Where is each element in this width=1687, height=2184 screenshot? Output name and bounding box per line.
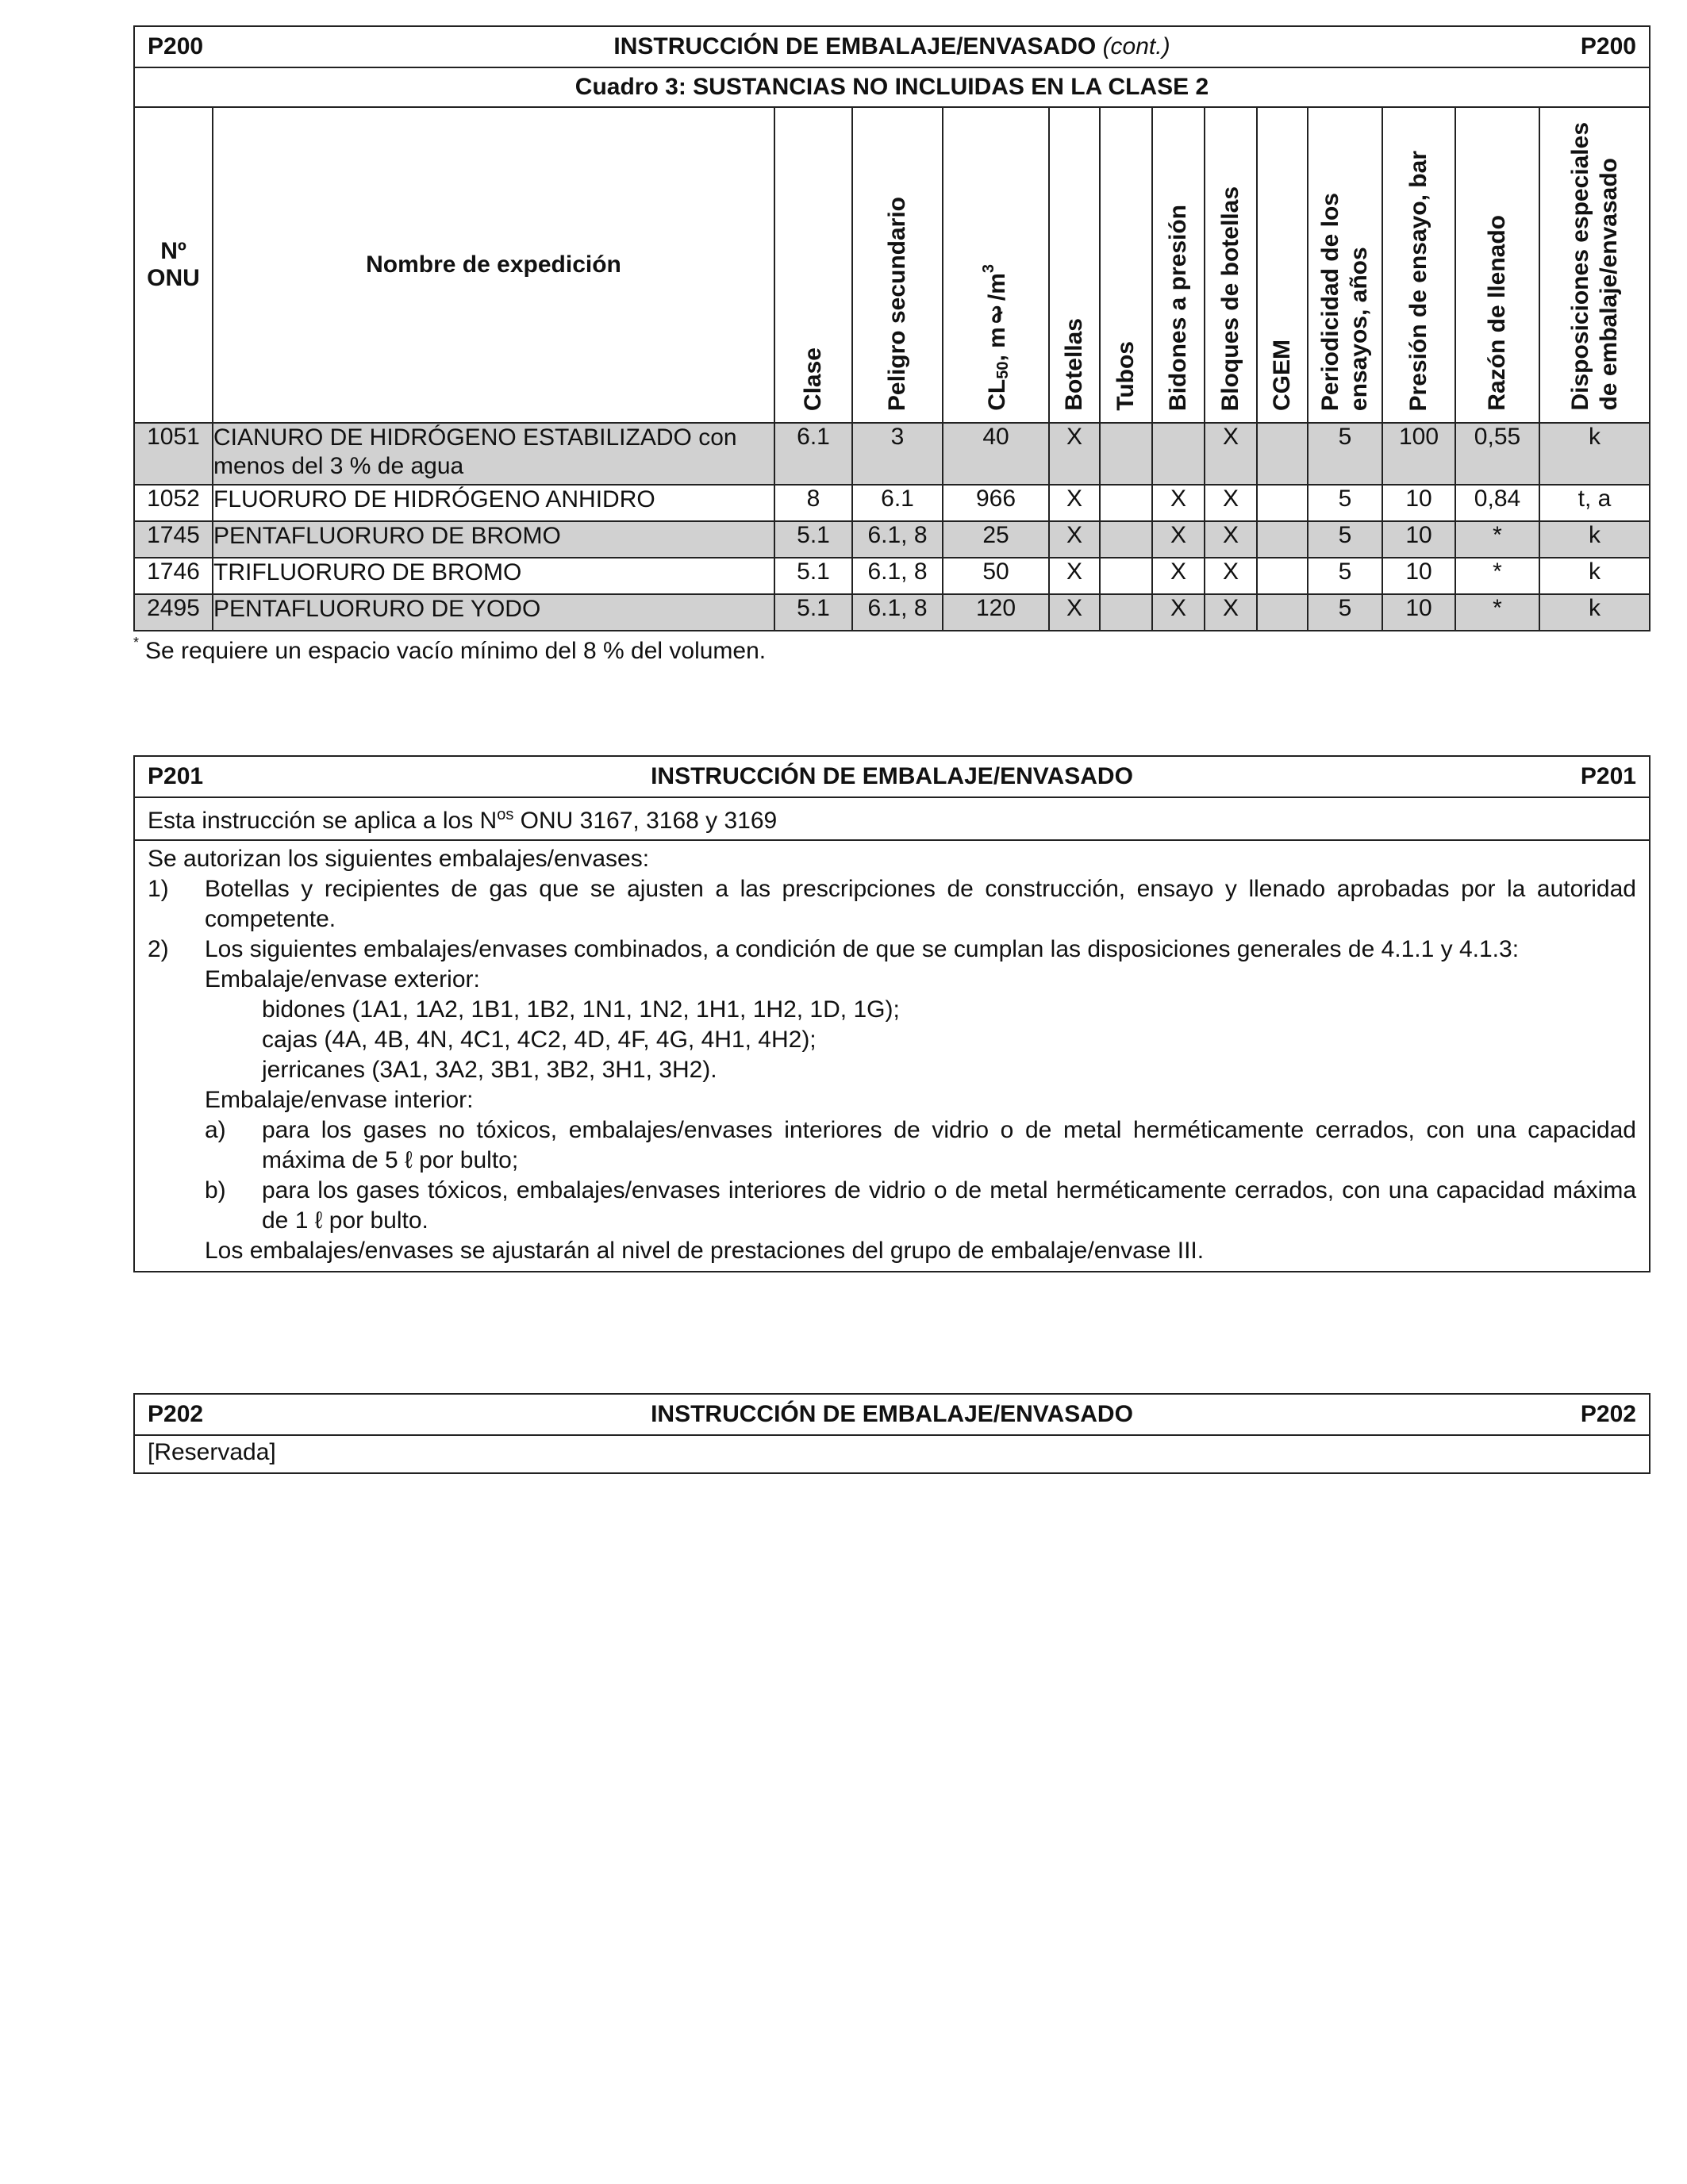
col-razon — [1455, 108, 1539, 423]
applies-a: Esta instrucción se aplica a los N — [148, 808, 498, 834]
item-number: 1) — [148, 876, 169, 902]
p200-code-left: P200 — [148, 33, 204, 59]
col-tubos-text: Tubos — [1112, 341, 1139, 411]
table-row — [135, 521, 1649, 558]
inner-item — [148, 1115, 1636, 1176]
cell-name-l2: menos del 3 % de agua — [213, 453, 464, 479]
col-onu-l2: ONU — [147, 265, 200, 291]
cell-onu: 1052 — [135, 485, 213, 521]
cell-cgem — [1257, 521, 1308, 558]
cell-presion: 10 — [1382, 521, 1455, 558]
table-row — [135, 485, 1649, 521]
table-row — [135, 558, 1649, 594]
p201-body — [135, 841, 1649, 1271]
cell-cl50: 966 — [943, 485, 1049, 521]
item-text: Los siguientes embalajes/envases combinados, a condición de que se cumplan las disposiciones generales de 4.1.1 y 4.1.3: — [205, 936, 1520, 962]
cell-botellas: X — [1049, 521, 1100, 558]
p201-section — [133, 755, 1650, 1272]
cell-peligro: 6.1, 8 — [852, 594, 943, 630]
p200-footnote — [133, 635, 766, 665]
p202-section — [133, 1393, 1650, 1474]
cell-cl50: 50 — [943, 558, 1049, 594]
applies-b: ONU 3167, 3168 y 3169 — [513, 808, 778, 834]
disp-l1: Disposiciones especiales — [1566, 122, 1593, 411]
cell-peligro: 6.1, 8 — [852, 521, 943, 558]
col-peligro-text: Peligro secundario — [884, 196, 910, 411]
p200-code-right: P200 — [1580, 33, 1636, 59]
applies-sup: os — [497, 806, 514, 823]
cell-botellas: X — [1049, 594, 1100, 630]
cell-razon: * — [1455, 594, 1539, 630]
cell-botellas: X — [1049, 485, 1100, 521]
cell-period: 5 — [1308, 594, 1382, 630]
outer-item: jerricanes (3A1, 3A2, 3B1, 3B2, 3H1, 3H2). — [262, 1057, 717, 1083]
cell-peligro: 3 — [852, 423, 943, 485]
cell-presion: 10 — [1382, 594, 1455, 630]
p200-title-text: INSTRUCCIÓN DE EMBALAJE/ENVASADO — [613, 33, 1097, 59]
item-text: Botellas y recipientes de gas que se ajusten a las prescripciones de construcción, ensayo y llenado aprobadas por la autoridad competente. — [205, 876, 1636, 932]
period-l2: ensayos, años — [1346, 247, 1372, 411]
p202-code-left: P202 — [148, 1401, 204, 1427]
cell-tubos — [1100, 521, 1152, 558]
cell-name: FLUORURO DE HIDRÓGENO ANHIDRO — [213, 485, 774, 521]
p202-body: [Reservada] — [148, 1439, 276, 1465]
p202-title: INSTRUCCIÓN DE EMBALAJE/ENVASADO — [651, 1401, 1133, 1427]
cell-tubos — [1100, 558, 1152, 594]
cell-presion: 10 — [1382, 558, 1455, 594]
cell-bloques: X — [1205, 594, 1257, 630]
cell-peligro: 6.1 — [852, 485, 943, 521]
col-periodicidad — [1308, 108, 1382, 423]
cell-cl50: 120 — [943, 594, 1049, 630]
cell-tubos — [1100, 594, 1152, 630]
list-item — [148, 874, 1636, 935]
cell-tubos — [1100, 423, 1152, 485]
table-row — [135, 423, 1649, 485]
col-botellas — [1049, 108, 1100, 423]
cell-clase: 6.1 — [774, 423, 852, 485]
p202-code-right: P202 — [1580, 1401, 1636, 1427]
col-bidones-text: Bidones a presión — [1165, 204, 1191, 411]
item-text: para los gases no tóxicos, embalajes/envases interiores de vidrio o de metal herméticamente cerrados, con una capacidad máxima de 5 ℓ por bulto; — [262, 1117, 1636, 1173]
cell-presion: 100 — [1382, 423, 1455, 485]
cell-cgem — [1257, 423, 1308, 485]
col-cl50-text — [974, 255, 1017, 422]
p200-title — [135, 33, 1649, 60]
col-tubos — [1100, 108, 1152, 423]
cell-presion: 10 — [1382, 485, 1455, 521]
col-bidones — [1152, 108, 1205, 423]
substances-table — [135, 108, 1649, 630]
cell-bloques: X — [1205, 521, 1257, 558]
cl50-a: CL — [984, 379, 1010, 411]
table-row — [135, 594, 1649, 630]
p201-code-right: P201 — [1580, 763, 1636, 789]
cell-onu: 1746 — [135, 558, 213, 594]
cell-disp: k — [1539, 594, 1649, 630]
cell-botellas: X — [1049, 558, 1100, 594]
period-l1: Periodicidad de los — [1317, 192, 1343, 411]
cl50-sub: 50 — [994, 361, 1012, 379]
cell-bidones: X — [1152, 558, 1205, 594]
cell-razon: * — [1455, 558, 1539, 594]
cell-cl50: 25 — [943, 521, 1049, 558]
disp-l2: de embalaje/envasado — [1595, 158, 1622, 411]
cell-bidones — [1152, 423, 1205, 485]
cell-name: PENTAFLUORURO DE YODO — [213, 594, 774, 630]
cell-tubos — [1100, 485, 1152, 521]
col-cgem — [1257, 108, 1308, 423]
cell-name: TRIFLUORURO DE BROMO — [213, 558, 774, 594]
col-presion — [1382, 108, 1455, 423]
cell-disp: k — [1539, 423, 1649, 485]
col-periodicidad-text — [1316, 183, 1374, 422]
cell-period: 5 — [1308, 423, 1382, 485]
item-letter: a) — [205, 1117, 226, 1143]
cell-razon: 0,84 — [1455, 485, 1539, 521]
cell-cgem — [1257, 558, 1308, 594]
footnote-text: Se requiere un espacio vacío mínimo del 8 % del volumen. — [145, 638, 767, 664]
p201-intro: Se autorizan los siguientes embalajes/envases: — [148, 846, 650, 872]
cell-disp: k — [1539, 558, 1649, 594]
cl50-sup: 3 — [980, 264, 997, 274]
item-letter: b) — [205, 1177, 226, 1203]
col-bloques-text: Bloques de botellas — [1217, 186, 1243, 411]
col-clase — [774, 108, 852, 423]
col-disp-text — [1566, 113, 1624, 422]
cell-clase: 8 — [774, 485, 852, 521]
cell-disp: t, a — [1539, 485, 1649, 521]
col-disposiciones — [1539, 108, 1649, 423]
p202-header — [135, 1395, 1649, 1436]
cell-onu: 1051 — [135, 423, 213, 485]
cell-bidones: X — [1152, 594, 1205, 630]
p200-title-suffix: (cont.) — [1102, 33, 1170, 59]
cell-bidones: X — [1152, 485, 1205, 521]
cell-bidones: X — [1152, 521, 1205, 558]
item-number: 2) — [148, 936, 169, 962]
cell-onu: 2495 — [135, 594, 213, 630]
footnote-mark: * — [133, 635, 140, 651]
cell-bloques: X — [1205, 423, 1257, 485]
col-bloques — [1205, 108, 1257, 423]
table-header-row — [135, 108, 1649, 423]
item-text: para los gases tóxicos, embalajes/envases interiores de vidrio o de metal herméticamente cerrados, con una capacidad máxima de 1 ℓ por bulto. — [262, 1177, 1636, 1234]
cell-cgem — [1257, 485, 1308, 521]
cell-name: PENTAFLUORURO DE BROMO — [213, 521, 774, 558]
cell-razon: * — [1455, 521, 1539, 558]
cell-name-l1: CIANURO DE HIDRÓGENO ESTABILIZADO con — [213, 424, 737, 451]
col-name: Nombre de expedición — [213, 108, 774, 423]
col-onu-l1: Nº — [160, 238, 186, 264]
cell-name — [213, 423, 774, 485]
outer-item: bidones (1A1, 1A2, 1B1, 1B2, 1N1, 1N2, 1H1, 1H2, 1D, 1G); — [262, 996, 900, 1023]
col-presion-text: Presión de ensayo, bar — [1405, 150, 1431, 411]
inner-label: Embalaje/envase interior: — [205, 1087, 474, 1113]
cell-cgem — [1257, 594, 1308, 630]
col-cl50 — [943, 108, 1049, 423]
p201-title: INSTRUCCIÓN DE EMBALAJE/ENVASADO — [651, 763, 1133, 789]
cell-bloques: X — [1205, 485, 1257, 521]
list-item — [148, 935, 1636, 965]
p201-applies — [135, 798, 1649, 841]
cell-peligro: 6.1, 8 — [852, 558, 943, 594]
cell-period: 5 — [1308, 558, 1382, 594]
col-botellas-text: Botellas — [1061, 318, 1087, 411]
cell-period: 5 — [1308, 521, 1382, 558]
inner-item — [148, 1176, 1636, 1236]
p201-header — [135, 757, 1649, 798]
cell-clase: 5.1 — [774, 521, 852, 558]
cell-onu: 1745 — [135, 521, 213, 558]
p201-code-left: P201 — [148, 763, 204, 789]
p200-section — [133, 25, 1650, 631]
col-cgem-text: CGEM — [1269, 340, 1295, 411]
cell-cl50: 40 — [943, 423, 1049, 485]
cell-period: 5 — [1308, 485, 1382, 521]
cell-disp: k — [1539, 521, 1649, 558]
outer-label: Embalaje/envase exterior: — [205, 966, 480, 992]
p200-subtitle: Cuadro 3: SUSTANCIAS NO INCLUIDAS EN LA CLASE 2 — [135, 68, 1649, 108]
cell-clase: 5.1 — [774, 594, 852, 630]
cell-botellas: X — [1049, 423, 1100, 485]
col-peligro — [852, 108, 943, 423]
col-razon-text: Razón de llenado — [1484, 215, 1510, 411]
outer-item: cajas (4A, 4B, 4N, 4C1, 4C2, 4D, 4F, 4G, 4H1, 4H2); — [262, 1027, 817, 1053]
cell-bloques: X — [1205, 558, 1257, 594]
cl50-b: , mℓ/m — [984, 273, 1010, 362]
p201-closing: Los embalajes/envases se ajustarán al nivel de prestaciones del grupo de embalaje/envase III. — [205, 1238, 1205, 1264]
cell-clase: 5.1 — [774, 558, 852, 594]
p200-header — [135, 27, 1649, 68]
col-clase-text: Clase — [800, 347, 826, 411]
cell-razon: 0,55 — [1455, 423, 1539, 485]
col-onu — [135, 108, 213, 423]
